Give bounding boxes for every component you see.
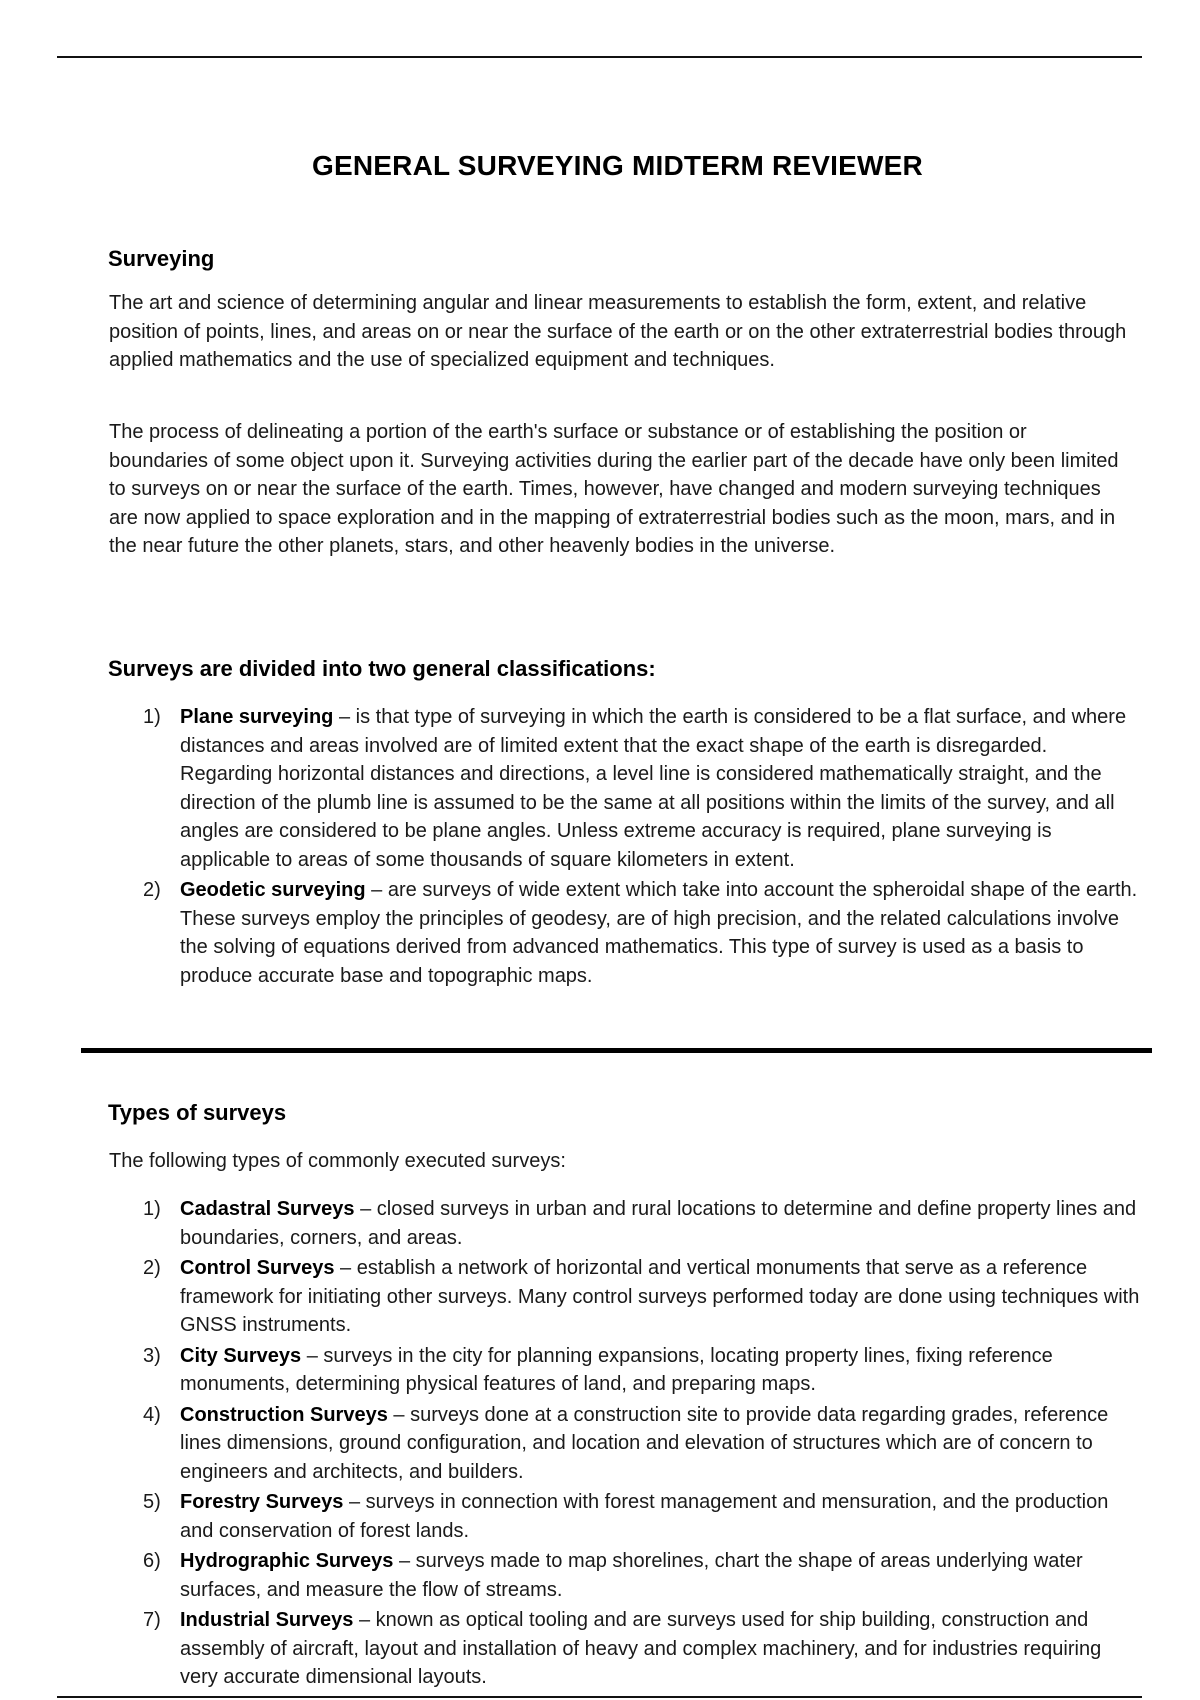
types-intro: The following types of commonly executed surveys: xyxy=(109,1150,566,1172)
list-item-description: – establish a network of horizontal and vertical monuments that serve as a reference framework for initiating other surveys. Many control surveys performed today are done using techniques with GNSS instruments. xyxy=(180,1257,1140,1336)
list-item-term: Geodetic surveying xyxy=(180,879,366,901)
top-rule xyxy=(57,56,1142,58)
list-item-number: 1) xyxy=(143,1198,161,1220)
list-item-description: – are surveys of wide extent which take into account the spheroidal shape of the earth. These surveys employ the principles of geodesy, are of high precision, and the related calculations involve the solving of equations derived from advanced mathematics. This type of survey is used as a basis to produce accurate base and topographic maps. xyxy=(180,879,1138,987)
surveying-paragraph-2: The process of delineating a portion of the earth's surface or substance or of establishing the position or boundaries of some object upon it. Surveying activities during the earlier part of the decade have only been limited to surveys on or near the surface of the earth. Times, however, have changed and modern surveying techniques are now applied to space exploration and in the mapping of extraterrestrial bodies such as the moon, mars, and in the near future the other planets, stars, and other heavenly bodies in the universe. xyxy=(109,421,1119,557)
types-list xyxy=(140,1195,1140,1694)
list-item-description: – surveys in connection with forest management and mensuration, and the production and conservation of forest lands. xyxy=(180,1491,1109,1542)
list-item-term: Construction Surveys xyxy=(180,1403,388,1426)
list-item-description: – is that type of surveying in which the earth is considered to be a flat surface, and where distances and areas involved are of limited extent that the exact shape of the earth is disregarded. Regarding horizontal distances and directions, a level line is considered mathematically straight, and the direction of the plumb line is assumed to be the same at all positions within the limits of the survey, and all angles are considered to be plane angles. Unless extreme accuracy is required, plane surveying is applicable to areas of some thousands of square kilometers in extent. xyxy=(180,706,1127,871)
list-item xyxy=(140,1547,1140,1604)
list-item-number: 2) xyxy=(143,1257,161,1279)
list-item-term: Forestry Surveys xyxy=(180,1491,344,1513)
list-item-term: City Surveys xyxy=(180,1344,302,1367)
list-item xyxy=(140,1401,1140,1487)
section-heading-classifications: Surveys are divided into two general classifications: xyxy=(108,656,656,681)
section-heading-types: Types of surveys xyxy=(108,1100,287,1125)
list-item-number: 1) xyxy=(143,706,161,728)
list-item xyxy=(140,1488,1140,1545)
list-item xyxy=(140,1254,1140,1340)
list-item-term: Control Surveys xyxy=(180,1257,335,1279)
list-item-number: 2) xyxy=(143,879,161,901)
list-item xyxy=(140,1342,1140,1399)
list-item-description: – surveys in the city for planning expansions, locating property lines, fixing reference monuments, determining physical features of land, and preparing maps. xyxy=(180,1344,1053,1395)
list-item-term: Hydrographic Surveys xyxy=(180,1550,394,1572)
list-item-description: – closed surveys in urban and rural locations to determine and define property lines and boundaries, corners, and areas. xyxy=(180,1198,1137,1249)
list-item-term: Cadastral Surveys xyxy=(180,1198,355,1220)
section-heading-surveying: Surveying xyxy=(108,246,215,271)
classifications-list xyxy=(140,703,1140,992)
list-item-term: Industrial Surveys xyxy=(180,1609,354,1631)
list-item-description: – surveys made to map shorelines, chart the shape of areas underlying water surfaces, and measure the flow of streams. xyxy=(180,1550,1083,1601)
document-title: GENERAL SURVEYING MIDTERM REVIEWER xyxy=(312,150,923,181)
list-item-number: 5) xyxy=(143,1491,161,1513)
list-item-number: 7) xyxy=(143,1609,161,1631)
list-item xyxy=(140,876,1140,990)
list-item-description: – surveys done at a construction site to provide data regarding grades, reference lines dimensions, ground configuration, and location and elevation of structures which are of concern to engineers and architects, and builders. xyxy=(180,1403,1109,1483)
list-item-description: – known as optical tooling and are surveys used for ship building, construction and assembly of aircraft, layout and installation of heavy and complex machinery, and for industries requiring very accurate dimensional layouts. xyxy=(180,1609,1102,1688)
list-item-number: 6) xyxy=(143,1550,161,1572)
list-item-term: Plane surveying xyxy=(180,706,334,728)
surveying-paragraph-1: The art and science of determining angular and linear measurements to establish the form, extent, and relative position of points, lines, and areas on or near the surface of the earth or on the other extraterrestrial bodies through applied mathematics and the use of specialized equipment and techniques. xyxy=(109,292,1127,371)
list-item xyxy=(140,703,1140,874)
list-item-number: 3) xyxy=(143,1344,161,1367)
list-item-number: 4) xyxy=(143,1403,161,1426)
list-item xyxy=(140,1606,1140,1692)
bottom-rule xyxy=(57,1696,1142,1698)
section-divider xyxy=(81,1048,1152,1053)
list-item xyxy=(140,1195,1140,1252)
